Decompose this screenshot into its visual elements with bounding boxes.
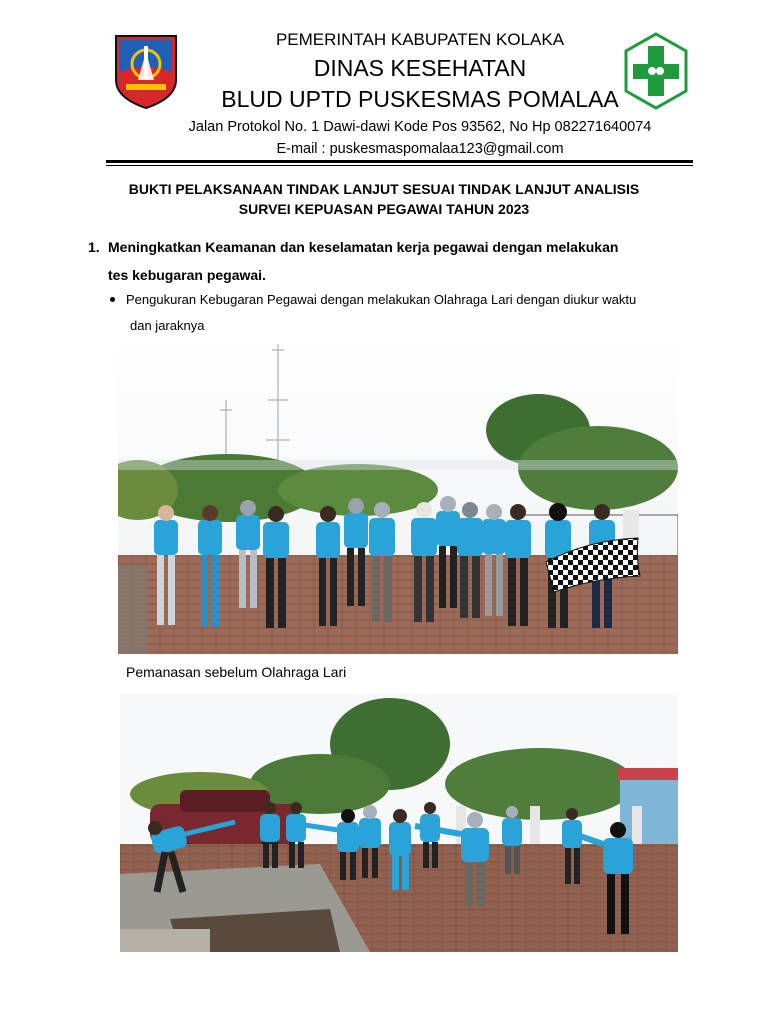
section-heading-line2: tes kebugaran pegawai.: [108, 267, 266, 283]
header-rule-thin: [106, 165, 693, 166]
bullet-text-line2: dan jaraknya: [130, 318, 205, 333]
bullet-text-line1: Pengukuran Kebugaran Pegawai dengan melakukan Olahraga Lari dengan diukur waktu: [126, 292, 637, 307]
photo1-caption: Pemanasan sebelum Olahraga Lari: [126, 664, 347, 680]
warm-up-exercise-photo: [120, 694, 678, 952]
header-address: Jalan Protokol No. 1 Dawi-dawi Kode Pos 93562, No Hp 082271640074: [188, 119, 652, 135]
document-title-line2: SURVEI KEPUASAN PEGAWAI TAHUN 2023: [238, 201, 530, 217]
bullet-icon: [110, 297, 115, 302]
section-heading-line1: Meningkatkan Keamanan dan keselamatan kerja pegawai dengan melakukan: [108, 239, 619, 255]
header-email: E-mail : puskesmaspomalaa123@gmail.com: [276, 141, 564, 157]
header-unit: BLUD UPTD PUSKESMAS POMALAA: [221, 86, 619, 112]
section-number: 1.: [88, 239, 100, 255]
header-department: DINAS KESEHATAN: [313, 55, 527, 81]
header-government: PEMERINTAH KABUPATEN KOLAKA: [275, 30, 565, 49]
puskesmas-logo-icon: [624, 32, 688, 112]
document-title-line1: BUKTI PELAKSANAAN TINDAK LANJUT SESUAI TINDAK LANJUT ANALISIS: [128, 181, 640, 197]
header-rule-thick: [106, 160, 693, 163]
group-photo-runners: [118, 340, 678, 654]
